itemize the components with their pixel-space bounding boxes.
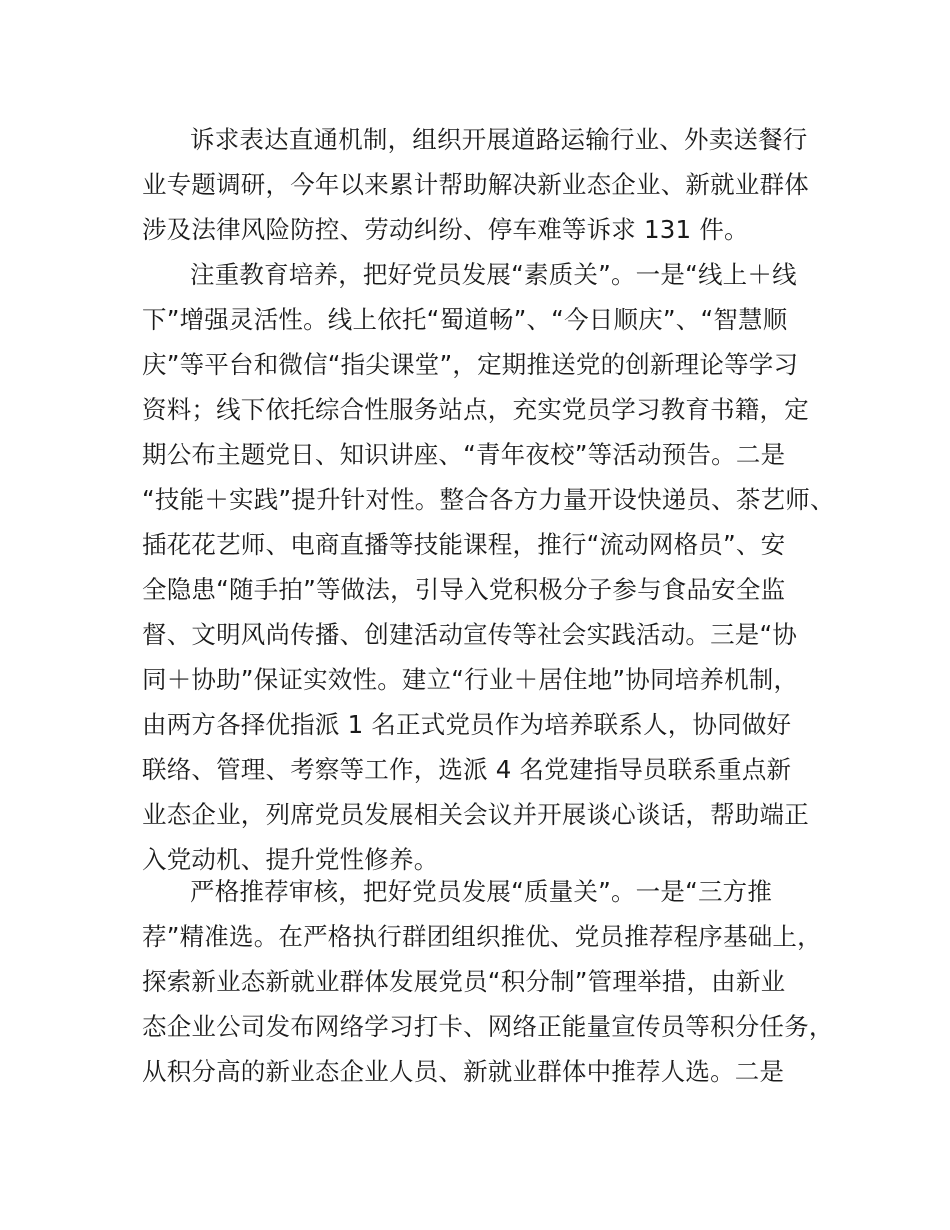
paragraph-line: 全隐患“随手拍”等做法，引导入党积极分子参与食品安全监	[142, 575, 786, 604]
paragraph-line: 插花花艺师、电商直播等技能课程，推行“流动网格员”、安	[142, 530, 786, 559]
paragraph-2	[142, 252, 842, 882]
paragraph-line: 同＋协助”保证实效性。建立“行业＋居住地”协同培养机制，	[142, 665, 799, 694]
paragraph-line: 荐”精准选。在严格执行群团组织推优、党员推荐程序基础上，	[142, 922, 822, 951]
paragraph-1	[142, 117, 842, 252]
paragraph-line: 探索新业态新就业群体发展党员“积分制”管理举措，由新业	[142, 967, 786, 996]
paragraph-line: 下”增强灵活性。线上依托“蜀道畅”、“今日顺庆”、“智慧顺	[142, 305, 788, 334]
paragraph-line: 联络、管理、考察等工作，选派 4 名党建指导员联系重点新	[142, 755, 792, 784]
paragraph-line: 由两方各择优指派 1 名正式党员作为培养联系人，协同做好	[142, 710, 792, 739]
paragraph-3	[142, 869, 842, 1094]
paragraph-line: 从积分高的新业态企业人员、新就业群体中推荐人选。二是	[142, 1057, 785, 1086]
paragraph-line: 业专题调研，今年以来累计帮助解决新业态企业、新就业群体	[142, 170, 809, 199]
paragraph-line: 态企业公司发布网络学习打卡、网络正能量宣传员等积分任务，	[142, 1012, 834, 1041]
paragraph-line: 诉求表达直通机制，组织开展道路运输行业、外卖送餐行	[190, 125, 808, 154]
paragraph-line: 入党动机、提升党性修养。	[142, 845, 439, 874]
paragraph-line: “技能＋实践”提升针对性。整合各方力量开设快递员、茶艺师、	[142, 485, 835, 514]
paragraph-line: 业态企业，列席党员发展相关会议并开展谈心谈话，帮助端正	[142, 800, 809, 829]
paragraph-line: 注重教育培养，把好党员发展“素质关”。一是“线上＋线	[190, 260, 797, 289]
paragraph-line: 涉及法律风险防控、劳动纠纷、停车难等诉求 131 件。	[142, 215, 749, 244]
paragraph-line: 督、文明风尚传播、创建活动宣传等社会实践活动。三是“协	[142, 620, 798, 649]
paragraph-line: 严格推荐审核，把好党员发展“质量关”。一是“三方推	[190, 877, 773, 906]
paragraph-line: 资料；线下依托综合性服务站点，充实党员学习教育书籍，定	[142, 395, 809, 424]
paragraph-line: 庆”等平台和微信“指尖课堂”，定期推送党的创新理论等学习	[142, 350, 799, 379]
paragraph-line: 期公布主题党日、知识讲座、“青年夜校”等活动预告。二是	[142, 440, 786, 469]
